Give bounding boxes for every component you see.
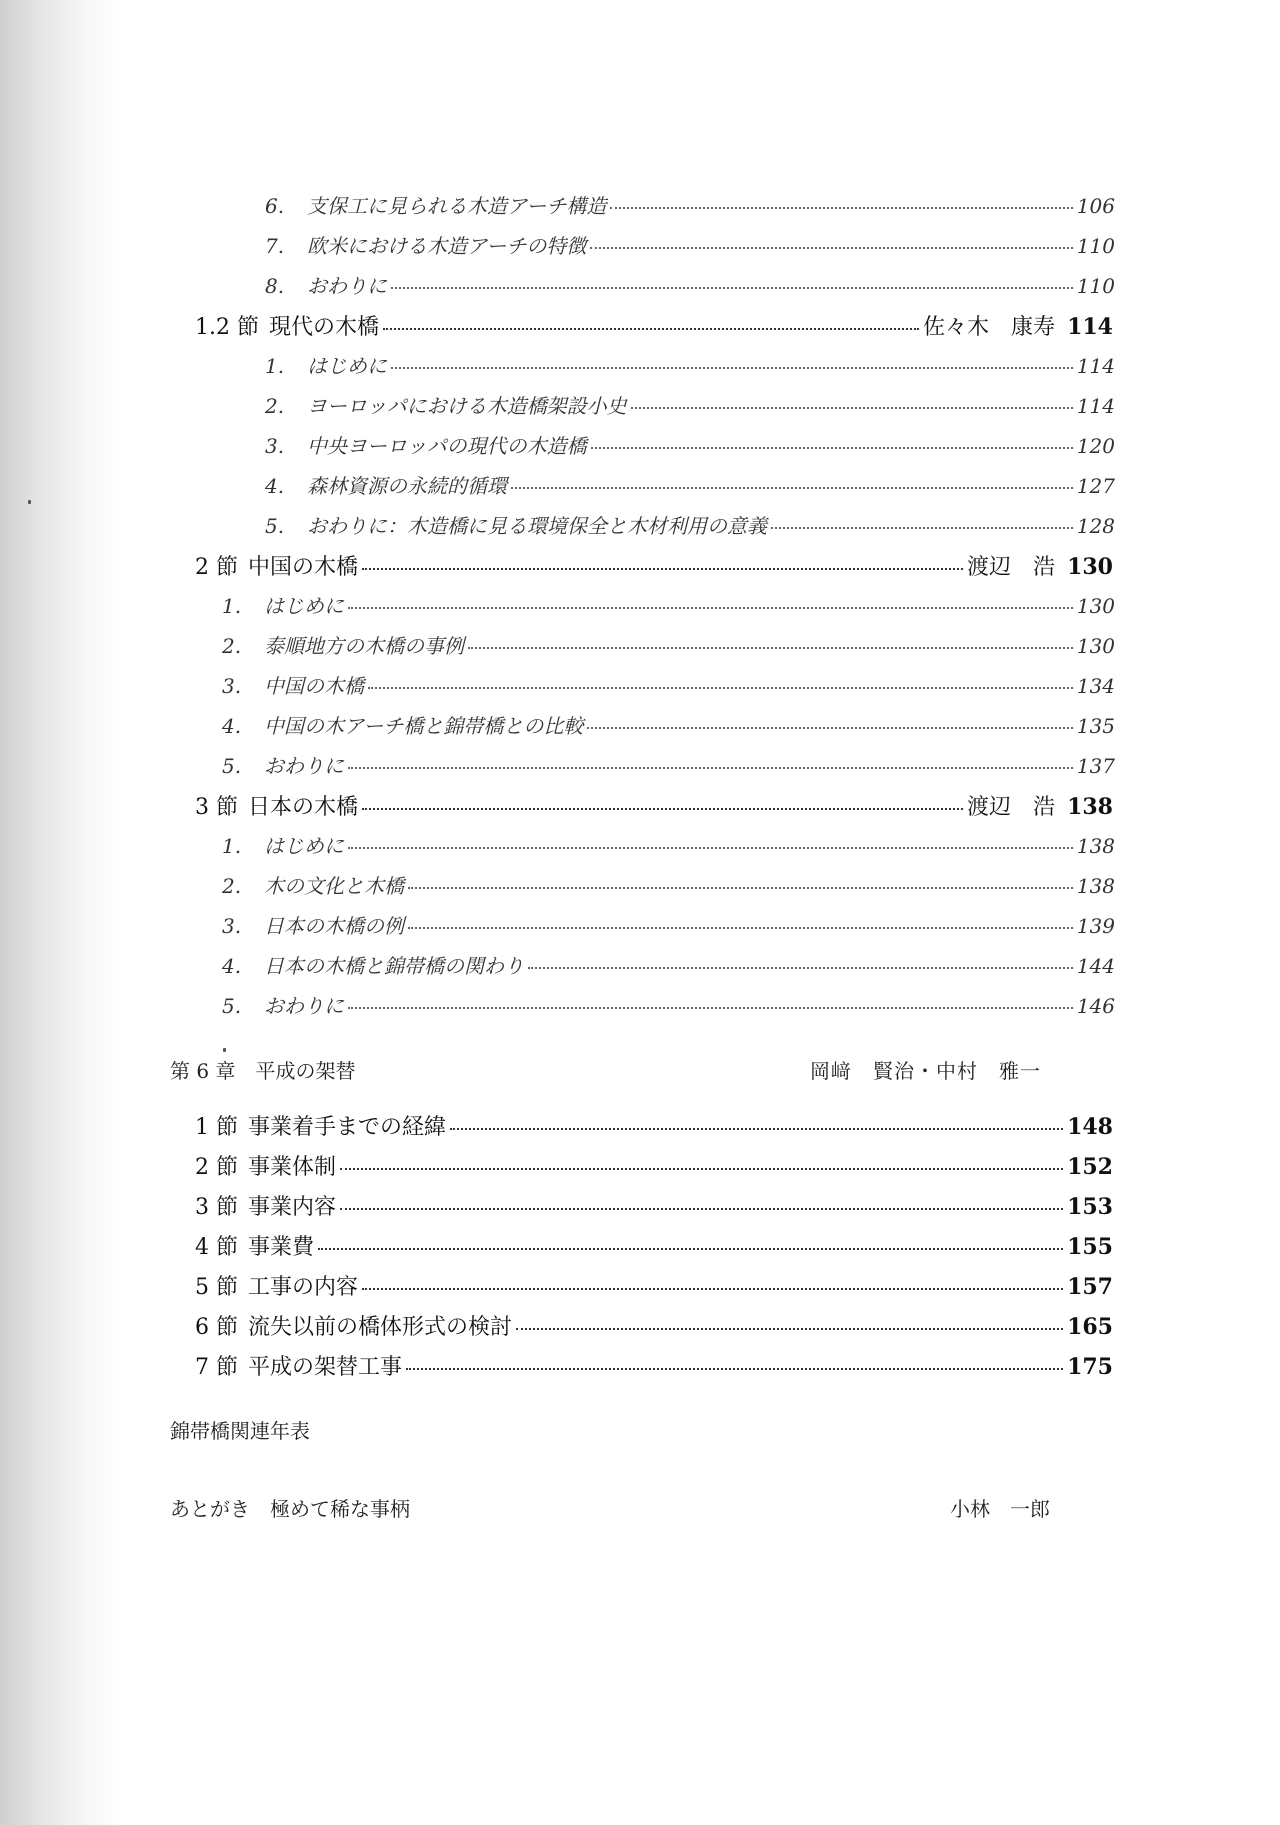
- toc-item[interactable]: [222, 990, 1115, 1019]
- toc-item-number: 5.: [222, 754, 242, 778]
- toc-item-number: 2.: [222, 634, 242, 658]
- toc-item-title: おわりに: [307, 274, 387, 298]
- toc-leader-dots: [468, 647, 1073, 649]
- toc-leader-dots: [408, 927, 1073, 929]
- toc-item-page: 114: [1076, 394, 1115, 418]
- toc-leader-dots: [406, 1368, 1063, 1370]
- chronology-heading[interactable]: 錦帯橋関連年表: [170, 1419, 310, 1443]
- toc-section[interactable]: [195, 550, 1113, 581]
- toc-leader-dots: [391, 367, 1073, 369]
- toc-section[interactable]: [195, 1190, 1113, 1221]
- toc-item[interactable]: [222, 870, 1115, 899]
- toc-item-page: 114: [1076, 354, 1115, 378]
- toc-item[interactable]: [265, 430, 1115, 459]
- toc-leader-dots: [590, 247, 1072, 249]
- toc-section-title: 現代の木橋: [268, 315, 379, 340]
- toc-section-page: 138: [1067, 794, 1113, 820]
- scan-speck: [28, 500, 31, 504]
- toc-section-number: 5 節: [195, 1275, 238, 1300]
- toc-item[interactable]: [265, 350, 1115, 379]
- toc-item[interactable]: [222, 590, 1115, 619]
- toc-section[interactable]: [195, 1350, 1113, 1381]
- toc-section-title: 流失以前の橋体形式の検討: [248, 1315, 513, 1340]
- toc-section-number: 1 節: [195, 1115, 238, 1140]
- toc-section-page: 157: [1067, 1274, 1113, 1300]
- toc-section[interactable]: [195, 1310, 1113, 1341]
- toc-item-title: 中国の木橋: [264, 674, 364, 698]
- toc-item-number: 2.: [222, 874, 242, 898]
- toc-leader-dots: [318, 1248, 1063, 1250]
- toc-leader-dots: [340, 1168, 1063, 1170]
- toc-item-number: 8.: [265, 274, 285, 298]
- toc-item-page: 134: [1076, 674, 1115, 698]
- chapter-authors: 岡﨑 賢治・中村 雅一: [810, 1059, 1041, 1083]
- toc-section-page: 155: [1067, 1234, 1113, 1260]
- toc-item-title: 欧米における木造アーチの特徴: [307, 234, 587, 258]
- toc-leader-dots: [511, 487, 1073, 489]
- toc-section-number: 3 節: [195, 795, 238, 820]
- toc-section-number: 2 節: [195, 1155, 238, 1180]
- toc-leader-dots: [391, 287, 1073, 289]
- toc-section[interactable]: [195, 790, 1113, 821]
- toc-section-title: 平成の架替工事: [248, 1355, 403, 1380]
- toc-leader-dots: [348, 847, 1073, 849]
- toc-section-number: 7 節: [195, 1355, 238, 1380]
- toc-section-number: 2 節: [195, 555, 238, 580]
- chapter-title[interactable]: 第 6 章 平成の架替: [170, 1059, 356, 1083]
- toc-leader-dots: [591, 447, 1073, 449]
- scan-speck: [223, 1048, 226, 1052]
- toc-leader-dots: [408, 887, 1073, 889]
- toc-section-page: 130: [1067, 554, 1113, 580]
- toc-item-title: 中国の木アーチ橋と錦帯橋との比較: [264, 714, 584, 738]
- page-binding-shadow: [0, 0, 120, 1825]
- toc-item-number: 5.: [265, 514, 285, 538]
- toc-leader-dots: [528, 967, 1073, 969]
- toc-item-page: 138: [1076, 834, 1115, 858]
- toc-item-title: 日本の木橋の例: [264, 914, 404, 938]
- toc-item[interactable]: [222, 750, 1115, 779]
- toc-item-number: 3.: [222, 914, 242, 938]
- toc-item-title: おわりに: [264, 994, 344, 1018]
- toc-item-title: おわりに: [264, 754, 344, 778]
- toc-item[interactable]: [265, 390, 1115, 419]
- toc-section-title: 工事の内容: [248, 1275, 359, 1300]
- toc-section-page: 114: [1067, 314, 1113, 340]
- toc-item-page: 138: [1076, 874, 1115, 898]
- toc-item[interactable]: [222, 910, 1115, 939]
- toc-item-page: 128: [1076, 514, 1115, 538]
- toc-item-title: はじめに: [264, 594, 344, 618]
- toc-item-title: 支保工に見られる木造アーチ構造: [307, 194, 607, 218]
- toc-section-number: 4 節: [195, 1235, 238, 1260]
- toc-item-page: 137: [1076, 754, 1115, 778]
- toc-item-title: 木の文化と木橋: [264, 874, 404, 898]
- toc-item-page: 106: [1076, 194, 1115, 218]
- toc-section[interactable]: [195, 1150, 1113, 1181]
- toc-item-page: 144: [1076, 954, 1115, 978]
- toc-leader-dots: [610, 207, 1072, 209]
- toc-leader-dots: [587, 727, 1072, 729]
- toc-item-page: 110: [1076, 234, 1115, 258]
- toc-leader-dots: [348, 767, 1073, 769]
- toc-item[interactable]: [222, 670, 1115, 699]
- toc-section-title: 事業体制: [248, 1155, 337, 1180]
- toc-item[interactable]: [265, 270, 1115, 299]
- toc-leader-dots: [340, 1208, 1063, 1210]
- afterword-heading[interactable]: あとがき 極めて稀な事柄: [170, 1497, 410, 1521]
- toc-item-number: 4.: [222, 954, 242, 978]
- toc-section[interactable]: [195, 1270, 1113, 1301]
- toc-section-author: 渡辺 浩: [967, 555, 1056, 580]
- toc-item-page: 135: [1076, 714, 1115, 738]
- toc-item[interactable]: [265, 470, 1115, 499]
- toc-item[interactable]: [265, 190, 1115, 219]
- toc-item-page: 120: [1076, 434, 1115, 458]
- toc-leader-dots: [383, 328, 919, 330]
- toc-item-page: 130: [1076, 634, 1115, 658]
- toc-section-title: 日本の木橋: [248, 795, 359, 820]
- toc-section-title: 事業着手までの経緯: [248, 1115, 447, 1140]
- toc-item-title: はじめに: [264, 834, 344, 858]
- toc-item-number: 5.: [222, 994, 242, 1018]
- toc-item-page: 110: [1076, 274, 1115, 298]
- toc-item[interactable]: [222, 710, 1115, 739]
- toc-item-number: 7.: [265, 234, 285, 258]
- toc-section[interactable]: [195, 310, 1113, 341]
- toc-section-title: 中国の木橋: [248, 555, 359, 580]
- afterword-author: 小林 一郎: [950, 1497, 1050, 1521]
- toc-leader-dots: [348, 1007, 1073, 1009]
- toc-item-number: 1.: [222, 834, 242, 858]
- toc-item-number: 3.: [265, 434, 285, 458]
- toc-section-number: 6 節: [195, 1315, 238, 1340]
- toc-item-title: 森林資源の永続的循環: [307, 474, 507, 498]
- toc-item-page: 127: [1076, 474, 1115, 498]
- toc-leader-dots: [362, 568, 963, 570]
- toc-leader-dots: [771, 527, 1073, 529]
- toc-item[interactable]: [265, 510, 1115, 539]
- toc-item-page: 146: [1076, 994, 1115, 1018]
- toc-section-number: 3 節: [195, 1195, 238, 1220]
- toc-section[interactable]: [195, 1110, 1113, 1141]
- toc-item-title: おわりに：木造橋に見る環境保全と木材利用の意義: [307, 514, 767, 538]
- toc-item-number: 4.: [265, 474, 285, 498]
- toc-section-title: 事業費: [248, 1235, 315, 1260]
- toc-leader-dots: [368, 687, 1073, 689]
- toc-leader-dots: [348, 607, 1073, 609]
- toc-item-title: 中央ヨーロッパの現代の木造橋: [307, 434, 587, 458]
- toc-item-title: 泰順地方の木橋の事例: [264, 634, 464, 658]
- toc-section-page: 152: [1067, 1154, 1113, 1180]
- toc-item-number: 3.: [222, 674, 242, 698]
- toc-section-title: 事業内容: [248, 1195, 337, 1220]
- toc-item[interactable]: [222, 630, 1115, 659]
- toc-section-page: 175: [1067, 1354, 1113, 1380]
- toc-leader-dots: [631, 407, 1073, 409]
- toc-item-page: 130: [1076, 594, 1115, 618]
- toc-item[interactable]: [222, 830, 1115, 859]
- toc-item-title: はじめに: [307, 354, 387, 378]
- toc-item-number: 1.: [222, 594, 242, 618]
- toc-item[interactable]: [222, 950, 1115, 979]
- toc-item-page: 139: [1076, 914, 1115, 938]
- toc-leader-dots: [362, 808, 963, 810]
- toc-item-number: 4.: [222, 714, 242, 738]
- toc-section-number: 1.2 節: [195, 315, 259, 340]
- toc-item-number: 2.: [265, 394, 285, 418]
- toc-section[interactable]: [195, 1230, 1113, 1261]
- toc-leader-dots: [516, 1328, 1063, 1330]
- toc-item-number: 1.: [265, 354, 285, 378]
- toc-leader-dots: [362, 1288, 1063, 1290]
- toc-item-number: 6.: [265, 194, 285, 218]
- toc-section-page: 165: [1067, 1314, 1113, 1340]
- toc-item[interactable]: [265, 230, 1115, 259]
- toc-section-page: 153: [1067, 1194, 1113, 1220]
- toc-item-title: 日本の木橋と錦帯橋の関わり: [264, 954, 524, 978]
- toc-leader-dots: [450, 1128, 1063, 1130]
- toc-section-author: 渡辺 浩: [967, 795, 1056, 820]
- toc-item-title: ヨーロッパにおける木造橋架設小史: [307, 394, 627, 418]
- toc-section-page: 148: [1067, 1114, 1113, 1140]
- toc-section-author: 佐々木 康寿: [923, 315, 1056, 340]
